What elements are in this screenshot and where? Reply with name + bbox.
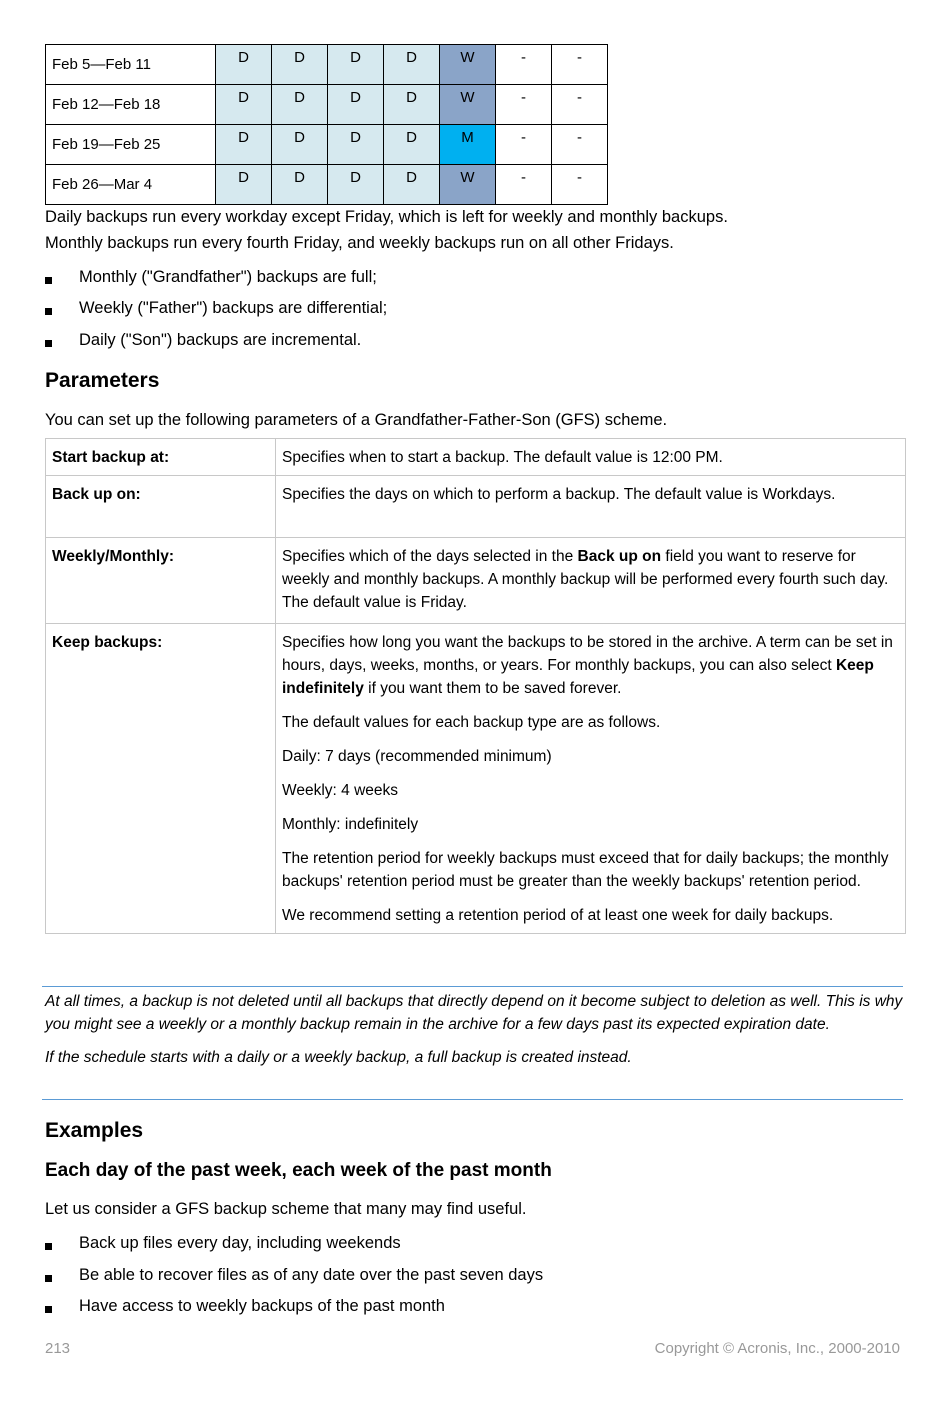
bullet-icon — [45, 277, 52, 284]
schedule-cell: D — [216, 45, 272, 85]
bullet-text: Back up files every day, including weekends — [79, 1234, 401, 1252]
schedule-cell: D — [384, 85, 440, 125]
schedule-cell: D — [216, 125, 272, 165]
note-text: At all times, a backup is not deleted until all backups that directly depend on it become subject to deletion as well. This is why you might see a weekly or a monthly backup remain in the archive for a few days past its expected expiration date. — [45, 993, 903, 1033]
schedule-row — [46, 45, 608, 85]
schedule-cell: D — [272, 45, 328, 85]
schedule-cell: W — [440, 165, 496, 205]
param-value: Specifies when to start a backup. The default value is 12:00 PM. — [276, 439, 906, 476]
bullet-icon — [45, 1243, 52, 1250]
week-label: Feb 19—Feb 25 — [46, 125, 216, 165]
bold-text: Keep indefinitely — [282, 657, 874, 697]
bullet-icon — [45, 340, 52, 347]
schedule-row — [46, 85, 608, 125]
bullet-text: Monthly ("Grandfather") backups are full; — [79, 268, 377, 286]
schedule-cell: W — [440, 85, 496, 125]
schedule-cell: M — [440, 125, 496, 165]
schedule-cell: D — [328, 85, 384, 125]
param-key: Back up on: — [46, 476, 276, 538]
schedule-cell: D — [328, 45, 384, 85]
week-label: Feb 12—Feb 18 — [46, 85, 216, 125]
schedule-cell: - — [552, 125, 608, 165]
text: The retention period for weekly backups must exceed that for daily backups; the monthly backups' retention period must be greater than the weekly backups' retention period. — [282, 850, 889, 890]
week-label: Feb 5—Feb 11 — [46, 45, 216, 85]
schedule-cell: - — [496, 45, 552, 85]
bullet-text: Daily ("Son") backups are incremental. — [79, 331, 362, 349]
schedule-cell: D — [384, 45, 440, 85]
note-text: If the schedule starts with a daily or a weekly backup, a full backup is created instead. — [45, 1049, 632, 1066]
intro-paragraph — [45, 204, 905, 256]
intro-line-1: Daily backups run every workday except Friday, which is left for weekly and monthly backups. — [45, 208, 728, 226]
text: Weekly: 4 weeks — [282, 782, 399, 799]
text: if you want them to be saved forever. — [363, 680, 622, 697]
schedule-cell: W — [440, 45, 496, 85]
parameters-lead: You can set up the following parameters of a Grandfather-Father-Son (GFS) scheme. — [45, 411, 668, 429]
text: The default values for each backup type are as follows. — [282, 714, 661, 731]
param-key: Keep backups: — [46, 624, 276, 934]
text: field you want to reserve for weekly and monthly backups. A monthly backup will be performed every fourth such day. The default value is Friday. — [282, 548, 889, 611]
table-row — [46, 624, 906, 934]
examples-heading: Examples — [45, 1119, 144, 1142]
param-value — [276, 624, 906, 934]
param-value: Specifies the days on which to perform a backup. The default value is Workdays. — [276, 476, 906, 538]
schedule-cell: D — [328, 125, 384, 165]
schedule-cell: - — [496, 125, 552, 165]
text: Daily: 7 days (recommended minimum) — [282, 748, 552, 765]
bold-text: Back up on — [577, 548, 662, 565]
table-row — [46, 538, 906, 624]
bullet-text: Have access to weekly backups of the past month — [79, 1297, 445, 1315]
schedule-cell: D — [216, 165, 272, 205]
param-value — [276, 538, 906, 624]
examples-subheading: Each day of the past week, each week of the past month — [45, 1160, 552, 1181]
text: Monthly: indefinitely — [282, 816, 419, 833]
schedule-cell: D — [384, 165, 440, 205]
table-row — [46, 476, 906, 538]
bullet-icon — [45, 308, 52, 315]
note-box — [42, 986, 903, 1100]
param-key: Weekly/Monthly: — [46, 538, 276, 624]
schedule-cell: D — [384, 125, 440, 165]
schedule-cell: - — [552, 165, 608, 205]
text: Specifies how long you want the backups to be stored in the archive. A term can be set in hours, days, weeks, months, or years. For monthly backups, you can also select — [282, 634, 893, 674]
schedule-table — [45, 44, 608, 205]
week-label: Feb 26—Mar 4 — [46, 165, 216, 205]
bullet-text: Weekly ("Father") backups are differential; — [79, 299, 388, 317]
schedule-cell: D — [272, 165, 328, 205]
param-key: Start backup at: — [46, 439, 276, 476]
copyright: Copyright © Acronis, Inc., 2000-2010 — [654, 1340, 900, 1357]
parameters-table — [45, 438, 906, 934]
text: We recommend setting a retention period of at least one week for daily backups. — [282, 907, 834, 924]
schedule-cell: D — [328, 165, 384, 205]
schedule-cell: D — [272, 125, 328, 165]
bullet-icon — [45, 1275, 52, 1282]
schedule-cell: - — [496, 85, 552, 125]
schedule-row — [46, 165, 608, 205]
page-number: 213 — [45, 1340, 71, 1357]
intro-line-2: Monthly backups run every fourth Friday, and weekly backups run on all other Fridays. — [45, 234, 674, 252]
examples-lead: Let us consider a GFS backup scheme that many may find useful. — [45, 1200, 527, 1218]
schedule-cell: D — [272, 85, 328, 125]
table-row — [46, 439, 906, 476]
bullet-icon — [45, 1306, 52, 1313]
schedule-cell: - — [552, 45, 608, 85]
schedule-cell: D — [216, 85, 272, 125]
schedule-cell: - — [552, 85, 608, 125]
schedule-cell: - — [496, 165, 552, 205]
bullet-text: Be able to recover files as of any date over the past seven days — [79, 1266, 544, 1284]
parameters-heading: Parameters — [45, 369, 160, 392]
text: Specifies which of the days selected in the — [282, 548, 578, 565]
schedule-row — [46, 125, 608, 165]
